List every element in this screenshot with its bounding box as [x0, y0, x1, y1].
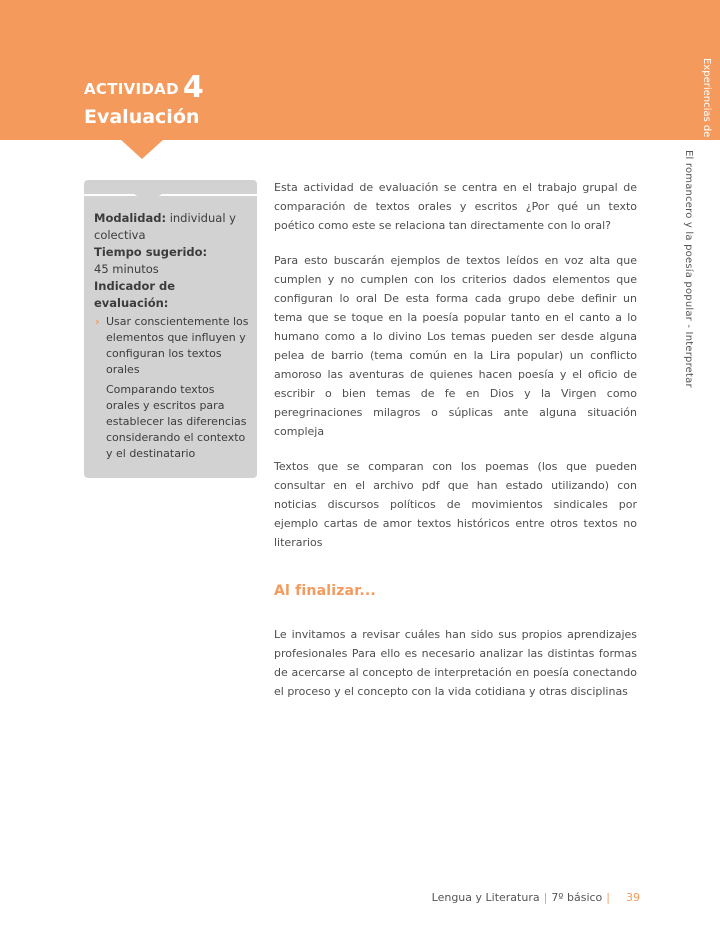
- header-notch: [120, 139, 164, 159]
- footer-grade: 7º básico: [551, 891, 603, 904]
- body-paragraph: Para esto buscarán ejemplos de textos leídos en voz alta que cumplen y no cumplen con los criterios dados elementos que configuran lo oral De esta forma cada grupo debe definir un tema que se toque en la poesía popular tanto en el canto a lo humano como a lo divino Los temas pueden ser desde alguna pelea de barrio (tema común en la Lira popular) un conflicto amoroso las aventuras de quienes hacen poesía y el oficio de escribir o bien temas de fe en Dios y la Virgen como peregrinaciones milagros o súplicas ante alguna situación compleja: [274, 254, 637, 438]
- tiempo-label: Tiempo sugerido:: [94, 245, 208, 259]
- activity-number: 4: [182, 70, 205, 105]
- side-tab-unit-label: El romancero y la poesía popular - Interpretar: [683, 150, 694, 388]
- footer-subject: Lengua y Literatura: [431, 891, 540, 904]
- indicador-label: Indicador de evaluación:: [94, 279, 176, 310]
- indicador-list: [94, 314, 249, 462]
- section-heading: Al finalizar...: [274, 583, 376, 599]
- footer-separator: |: [606, 891, 610, 904]
- modalidad-line: [94, 210, 249, 244]
- activity-info-box: [84, 196, 257, 478]
- modalidad-label: Modalidad:: [94, 211, 167, 225]
- main-content: [274, 178, 637, 717]
- footer-separator: |: [543, 891, 548, 904]
- activity-label: ACTIVIDAD: [84, 80, 179, 98]
- activity-title-block: [84, 70, 205, 129]
- body-paragraph: Esta actividad de evaluación se centra en el trabajo grupal de comparación de textos orales y escritos ¿Por qué un texto poético como este se relaciona tan directamente con lo oral?: [274, 181, 637, 232]
- side-tab-experiencias: [688, 58, 716, 199]
- body-paragraph: Textos que se comparan con los poemas (los que pueden consultar en el archivo pdf que han estado utilizando) con noticias discursos políticos de movimientos sindicales por ejemplo cartas de amor textos históricos entre otros textos no literarios: [274, 460, 637, 549]
- page-footer: [432, 891, 640, 904]
- tiempo-value: 45 minutos: [94, 262, 159, 276]
- sidebar-tab: [84, 180, 257, 194]
- closing-paragraph: Le invitamos a revisar cuáles han sido sus propios aprendizajes profesionales Para ello es necesario analizar las distintas formas de acercarse al concepto de interpretación en poesía conectando el proceso y el concepto con la vida cotidiana y otras disciplinas: [274, 628, 637, 698]
- indicador-item: › Usar conscientemente los elementos que influyen y configuran los textos orales: [106, 314, 249, 378]
- side-tab-experiencias-label: Experiencias de aprendizaje: [701, 58, 712, 199]
- page-number: 39: [626, 891, 640, 904]
- modalidad-value: individual y colectiva: [94, 211, 236, 242]
- indicador-item: Comparando textos orales y escritos para establecer las diferencias considerando el contexto y el destinatario: [106, 383, 247, 460]
- side-tab-unit: [680, 150, 700, 388]
- activity-title: Evaluación: [84, 106, 200, 128]
